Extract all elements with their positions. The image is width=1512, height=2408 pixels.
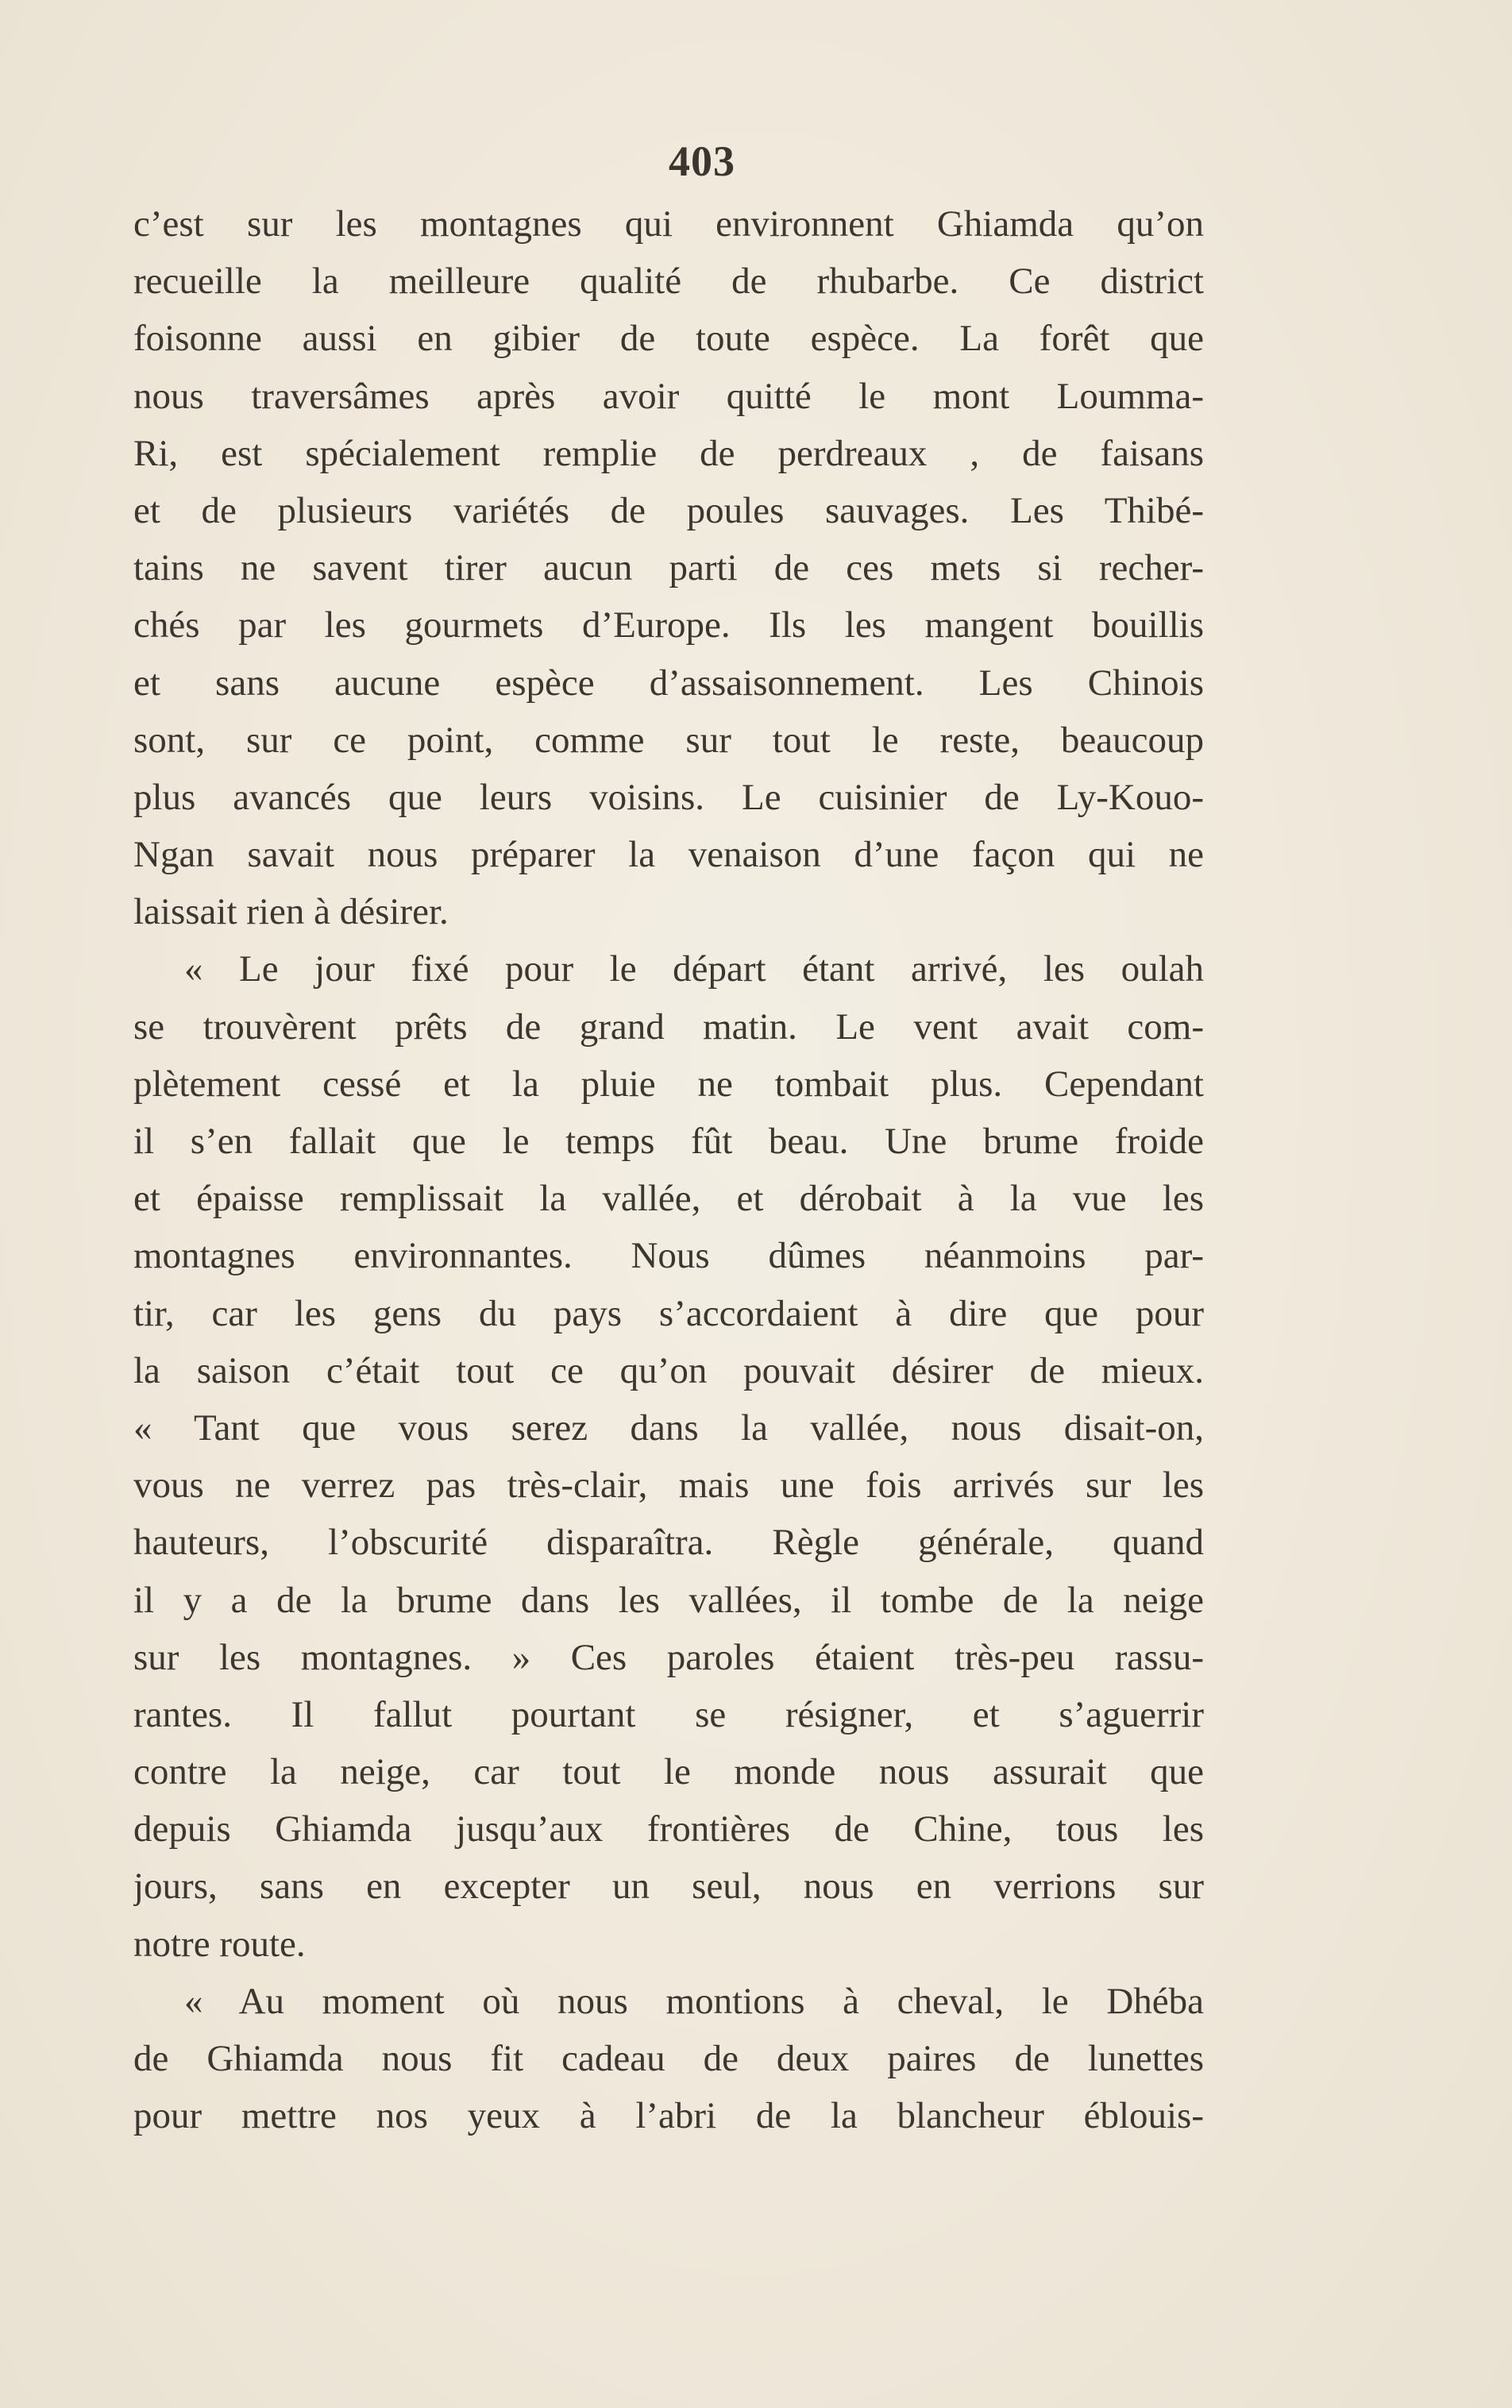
text-line: c’est sur les montagnes qui environnent Ghiamda qu’on xyxy=(133,203,1204,245)
text-line: nous traversâmes après avoir quitté le mont Loumma- xyxy=(133,375,1204,417)
text-line: Ngan savait nous préparer la venaison d’une façon qui ne xyxy=(133,834,1204,876)
text-line: « Tant que vous serez dans la vallée, nous disait-on, xyxy=(133,1407,1204,1449)
text-line: plètement cessé et la pluie ne tombait plus. Cependant xyxy=(133,1063,1204,1105)
paragraph-end-line: laissait rien à désirer. xyxy=(133,891,449,933)
paragraph-end-line: notre route. xyxy=(133,1923,306,1965)
text-line: jours, sans en excepter un seul, nous en verrions sur xyxy=(133,1866,1204,1908)
text-line: il s’en fallait que le temps fût beau. Une brume froide xyxy=(133,1121,1204,1162)
text-line: montagnes environnantes. Nous dûmes néanmoins par- xyxy=(133,1235,1204,1277)
text-line: recueille la meilleure qualité de rhubarbe. Ce district xyxy=(133,260,1204,303)
paragraph-start-line: « Le jour fixé pour le départ étant arrivé, les oulah xyxy=(184,948,1204,990)
text-line: il y a de la brume dans les vallées, il tombe de la neige xyxy=(133,1579,1204,1621)
text-line: chés par les gourmets d’Europe. Ils les mangent bouillis xyxy=(133,604,1204,646)
text-line: tains ne savent tirer aucun parti de ces mets si recher- xyxy=(133,547,1204,589)
text-line: tir, car les gens du pays s’accordaient à dire que pour xyxy=(133,1292,1204,1334)
text-line: pour mettre nos yeux à l’abri de la blancheur éblouis- xyxy=(133,2095,1204,2137)
page-number: 403 xyxy=(669,137,735,185)
body-text xyxy=(133,195,1204,2144)
text-line: sont, sur ce point, comme sur tout le reste, beaucoup xyxy=(133,719,1204,761)
text-line: rantes. Il fallut pourtant se résigner, et s’aguerrir xyxy=(133,1693,1204,1735)
text-line: hauteurs, l’obscurité disparaîtra. Règle générale, quand xyxy=(133,1522,1204,1564)
text-line: contre la neige, car tout le monde nous assurait que xyxy=(133,1751,1204,1793)
text-line: la saison c’était tout ce qu’on pouvait désirer de mieux. xyxy=(133,1349,1204,1391)
text-line: Ri, est spécialement remplie de perdreaux , de faisans xyxy=(133,432,1204,474)
text-line: et de plusieurs variétés de poules sauvages. Les Thibé- xyxy=(133,489,1204,531)
paragraph-start-line: « Au moment où nous montions à cheval, le Dhéba xyxy=(184,1980,1204,2022)
text-line: sur les montagnes. » Ces paroles étaient très-peu rassu- xyxy=(133,1636,1204,1678)
text-line: depuis Ghiamda jusqu’aux frontières de Chine, tous les xyxy=(133,1808,1204,1850)
text-line: plus avancés que leurs voisins. Le cuisinier de Ly-Kouo- xyxy=(133,776,1204,818)
text-line: de Ghiamda nous fit cadeau de deux paires de lunettes xyxy=(133,2038,1204,2079)
text-line: se trouvèrent prêts de grand matin. Le vent avait com- xyxy=(133,1005,1204,1048)
text-line: vous ne verrez pas très-clair, mais une fois arrivés sur les xyxy=(133,1464,1204,1507)
text-line: foisonne aussi en gibier de toute espèce. La forêt que xyxy=(133,318,1204,360)
text-line: et sans aucune espèce d’assaisonnement. Les Chinois xyxy=(133,662,1204,704)
text-line: et épaisse remplissait la vallée, et dérobait à la vue les xyxy=(133,1178,1204,1220)
